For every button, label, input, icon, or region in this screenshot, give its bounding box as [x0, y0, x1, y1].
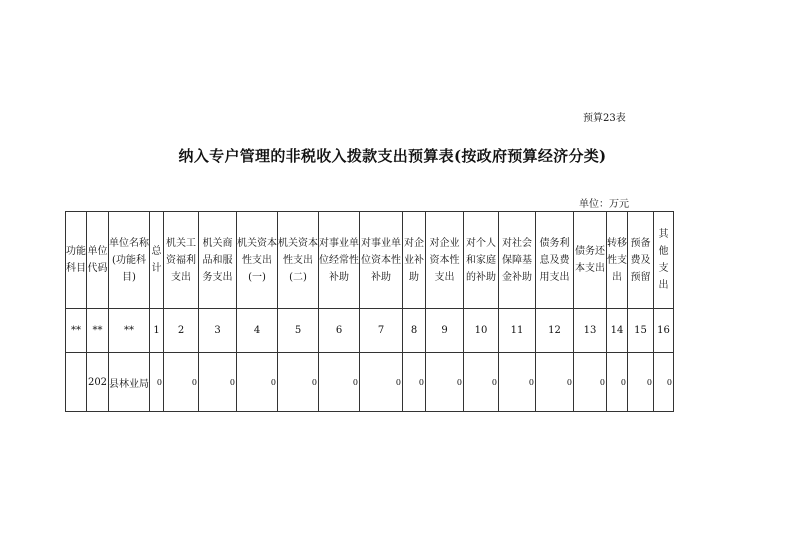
table-row — [66, 353, 674, 412]
col-header-enterprise-subsidy: 对企业补助 — [403, 212, 426, 309]
col-header-func-subject: 功能科目 — [66, 212, 87, 309]
col-header-debt-principal: 债务还本支出 — [574, 212, 607, 309]
header-row — [66, 212, 674, 309]
value-cell: 0 — [164, 353, 199, 412]
page-title: 纳入专户管理的非税收入拨款支出预算表(按政府预算经济分类) — [178, 147, 607, 165]
index-cell: 9 — [426, 309, 464, 353]
value-cell: 0 — [499, 353, 536, 412]
col-header-goods-services: 机关商品和服务支出 — [199, 212, 237, 309]
index-cell: 8 — [403, 309, 426, 353]
col-header-unit-code: 单位代码 — [87, 212, 109, 309]
value-cell: 0 — [278, 353, 319, 412]
index-cell: 14 — [607, 309, 628, 353]
col-header-unit-name: 单位名称(功能科目) — [109, 212, 150, 309]
value-cell: 0 — [574, 353, 607, 412]
index-cell: ** — [87, 309, 109, 353]
col-header-transfer: 转移性支出 — [607, 212, 628, 309]
value-cell: 0 — [536, 353, 574, 412]
unit-code-cell: 202 — [87, 353, 109, 412]
col-header-total: 总计 — [150, 212, 164, 309]
index-cell: 4 — [237, 309, 278, 353]
func-subject-cell — [66, 353, 87, 412]
col-header-social-security: 对社会保障基金补助 — [499, 212, 536, 309]
index-cell: ** — [66, 309, 87, 353]
value-cell: 0 — [150, 353, 164, 412]
value-cell: 0 — [403, 353, 426, 412]
index-cell: 12 — [536, 309, 574, 353]
col-header-enterprise-capital: 对企业资本性支出 — [426, 212, 464, 309]
value-cell: 0 — [628, 353, 654, 412]
col-header-wages: 机关工资福利支出 — [164, 212, 199, 309]
unit-name-cell: 县林业局 — [109, 353, 150, 412]
index-cell: 13 — [574, 309, 607, 353]
col-header-debt-interest: 债务利息及费用支出 — [536, 212, 574, 309]
index-cell: 3 — [199, 309, 237, 353]
col-header-other: 其他支出 — [654, 212, 674, 309]
index-cell: 5 — [278, 309, 319, 353]
index-cell: 10 — [464, 309, 499, 353]
unit-label: 单位：万元 — [579, 199, 629, 210]
col-header-capital-2: 机关资本性支出(二) — [278, 212, 319, 309]
col-header-inst-recurrent: 对事业单位经常性补助 — [319, 212, 360, 309]
value-cell: 0 — [654, 353, 674, 412]
index-cell: 15 — [628, 309, 654, 353]
index-cell: 6 — [319, 309, 360, 353]
value-cell: 0 — [319, 353, 360, 412]
index-row — [66, 309, 674, 353]
index-cell: 7 — [360, 309, 403, 353]
index-cell: 1 — [150, 309, 164, 353]
index-cell: 16 — [654, 309, 674, 353]
value-cell: 0 — [237, 353, 278, 412]
col-header-reserve: 预备费及预留 — [628, 212, 654, 309]
value-cell: 0 — [426, 353, 464, 412]
value-cell: 0 — [464, 353, 499, 412]
value-cell: 0 — [199, 353, 237, 412]
index-cell: ** — [109, 309, 150, 353]
col-header-inst-capital: 对事业单位资本性补助 — [360, 212, 403, 309]
col-header-capital-1: 机关资本性支出(一) — [237, 212, 278, 309]
index-cell: 11 — [499, 309, 536, 353]
col-header-household-subsidy: 对个人和家庭的补助 — [464, 212, 499, 309]
form-number: 预算23表 — [583, 113, 626, 124]
value-cell: 0 — [360, 353, 403, 412]
index-cell: 2 — [164, 309, 199, 353]
value-cell: 0 — [607, 353, 628, 412]
budget-table — [65, 211, 674, 412]
